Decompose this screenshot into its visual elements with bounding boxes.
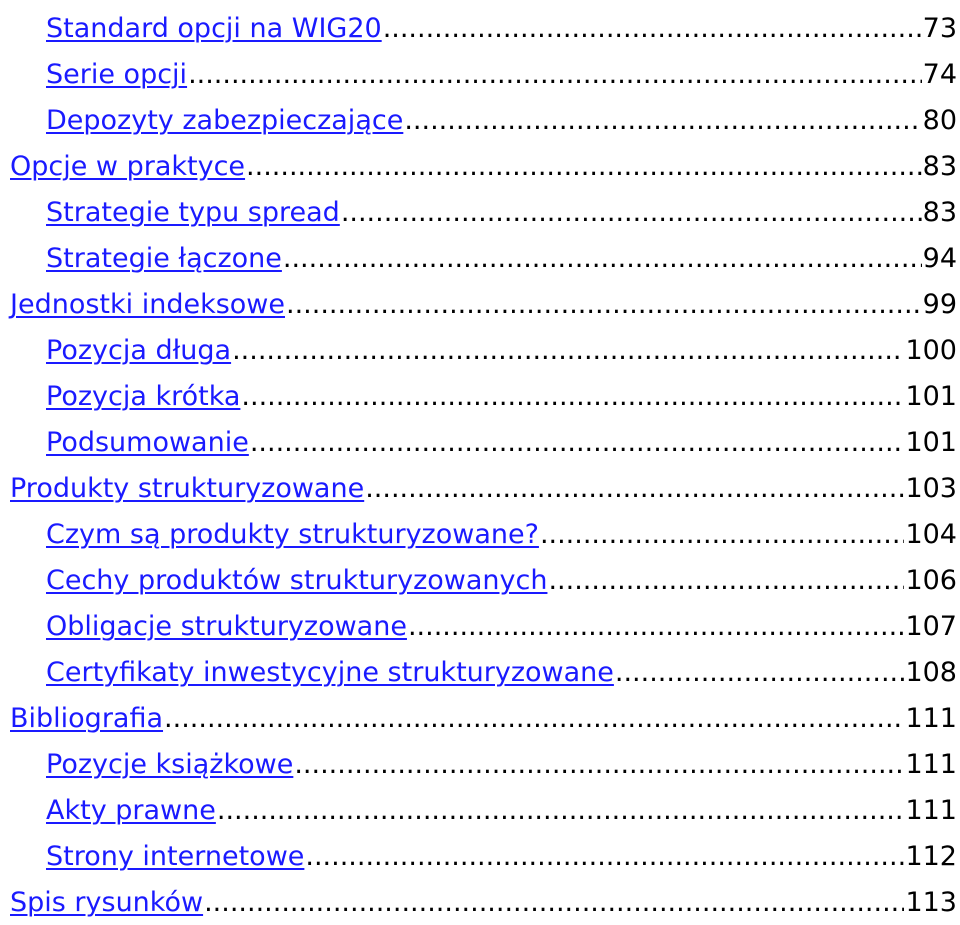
toc-dot-leader — [408, 610, 905, 644]
toc-page-number: 103 — [905, 473, 957, 504]
toc-entry-link[interactable]: Produkty strukturyzowane — [10, 473, 365, 504]
toc-dot-leader — [246, 150, 922, 184]
toc-page-number: 74 — [922, 59, 957, 90]
toc-entry-link[interactable]: Certyfikaty inwestycyjne strukturyzowane — [46, 657, 614, 688]
toc-dot-leader — [283, 242, 922, 276]
toc-entry-link[interactable]: Pozycje książkowe — [46, 749, 294, 780]
toc-dot-leader — [404, 104, 921, 138]
toc-dot-leader — [286, 288, 922, 322]
toc-entry[interactable] — [0, 736, 957, 782]
toc-entry[interactable] — [0, 414, 957, 460]
toc-entry-link[interactable]: Jednostki indeksowe — [10, 289, 285, 320]
toc-page-number: 108 — [905, 657, 957, 688]
toc-entry[interactable] — [0, 460, 957, 506]
toc-entry[interactable] — [0, 552, 957, 598]
toc-dot-leader — [250, 426, 905, 460]
toc-page-number: 83 — [922, 151, 957, 182]
toc-dot-leader — [540, 518, 905, 552]
toc-dot-leader — [232, 334, 904, 368]
toc-page-number: 101 — [905, 381, 957, 412]
toc-dot-leader — [217, 794, 905, 828]
toc-entry-link[interactable]: Pozycja krótka — [46, 381, 241, 412]
toc-dot-leader — [341, 196, 922, 230]
toc-dot-leader — [294, 748, 904, 782]
toc-entry[interactable] — [0, 0, 957, 46]
toc-page-number: 107 — [905, 611, 957, 642]
toc-dot-leader — [383, 12, 922, 46]
toc-entry[interactable] — [0, 782, 957, 828]
toc-page-number: 80 — [922, 105, 957, 136]
toc-entry[interactable] — [0, 690, 957, 736]
toc-dot-leader — [615, 656, 905, 690]
toc-entry-link[interactable]: Bibliografia — [10, 703, 164, 734]
toc-entry-link[interactable]: Akty prawne — [46, 795, 216, 826]
toc-page-number: 99 — [922, 289, 957, 320]
toc-page-number: 106 — [905, 565, 957, 596]
toc-entry[interactable] — [0, 506, 957, 552]
toc-page-number: 101 — [905, 427, 957, 458]
toc-page-number: 111 — [905, 795, 957, 826]
toc-entry-link[interactable]: Pozycja długa — [46, 335, 232, 366]
toc-entry[interactable] — [0, 644, 957, 690]
toc-entry-link[interactable]: Standard opcji na WIG20 — [46, 13, 382, 44]
toc-entry[interactable] — [0, 138, 957, 184]
toc-entry[interactable] — [0, 184, 957, 230]
toc-entry[interactable] — [0, 874, 957, 920]
toc-entry-link[interactable]: Depozyty zabezpieczające — [46, 105, 404, 136]
toc-dot-leader — [204, 886, 904, 920]
toc-page-number: 104 — [905, 519, 957, 550]
toc-page-number: 112 — [905, 841, 957, 872]
toc-page-number: 111 — [905, 703, 957, 734]
toc-dot-leader — [365, 472, 904, 506]
toc-entry-link[interactable]: Strony internetowe — [46, 841, 305, 872]
toc-dot-leader — [241, 380, 904, 414]
toc-entry[interactable] — [0, 368, 957, 414]
toc-entry-link[interactable]: Spis rysunków — [10, 887, 204, 918]
toc-entry-link[interactable]: Strategie łączone — [46, 243, 282, 274]
toc-entry[interactable] — [0, 598, 957, 644]
toc-entry[interactable] — [0, 276, 957, 322]
toc-dot-leader — [305, 840, 904, 874]
toc-entry-link[interactable]: Strategie typu spread — [46, 197, 340, 228]
toc-entry-link[interactable]: Obligacje strukturyzowane — [46, 611, 407, 642]
toc-dot-leader — [164, 702, 904, 736]
toc-dot-leader — [188, 58, 922, 92]
toc-page-number: 73 — [922, 13, 957, 44]
toc-page-number: 83 — [922, 197, 957, 228]
toc-entry-link[interactable]: Czym są produkty strukturyzowane? — [46, 519, 539, 550]
toc-entry-link[interactable]: Opcje w praktyce — [10, 151, 246, 182]
toc-entry[interactable] — [0, 230, 957, 276]
toc-entry[interactable] — [0, 46, 957, 92]
toc-entry-link[interactable]: Podsumowanie — [46, 427, 249, 458]
toc-page-number: 111 — [905, 749, 957, 780]
toc-entry-link[interactable]: Cechy produktów strukturyzowanych — [46, 565, 548, 596]
toc-entry[interactable] — [0, 92, 957, 138]
toc-entry[interactable] — [0, 828, 957, 874]
toc-entry[interactable] — [0, 322, 957, 368]
toc-entry-link[interactable]: Serie opcji — [46, 59, 188, 90]
toc-dot-leader — [548, 564, 904, 598]
toc-page-number: 113 — [905, 887, 957, 918]
toc-page-number: 100 — [905, 335, 957, 366]
toc-page-number: 94 — [922, 243, 957, 274]
